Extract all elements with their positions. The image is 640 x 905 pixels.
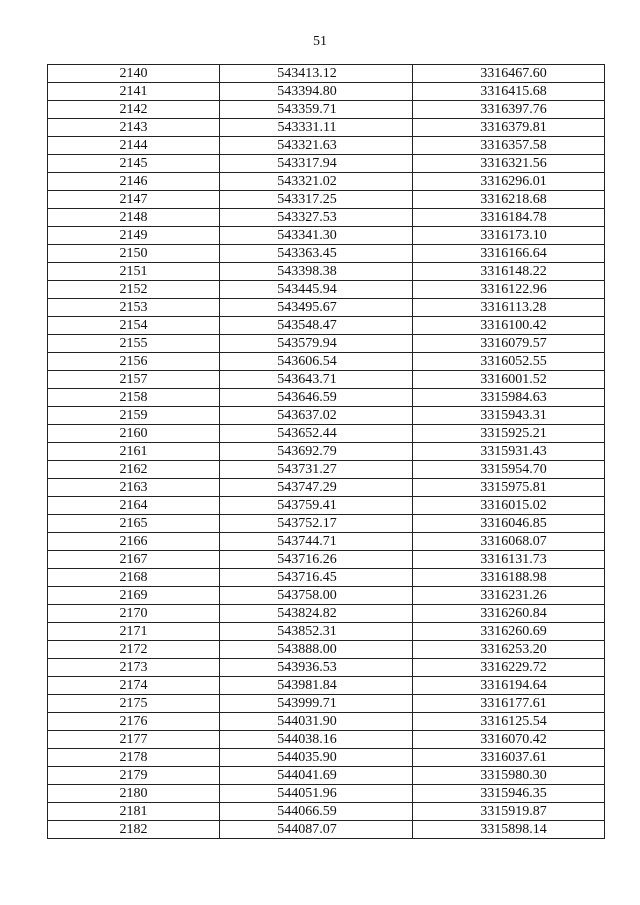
table-row bbox=[48, 227, 605, 245]
y-coordinate-cell: 3315975.81 bbox=[413, 479, 605, 497]
page-number: 51 bbox=[313, 34, 327, 49]
point-number-cell: 2172 bbox=[48, 641, 220, 659]
point-number-cell: 2170 bbox=[48, 605, 220, 623]
y-coordinate-cell: 3316046.85 bbox=[413, 515, 605, 533]
point-number-cell: 2160 bbox=[48, 425, 220, 443]
x-coordinate-cell: 543606.54 bbox=[220, 353, 413, 371]
x-coordinate-cell: 543495.67 bbox=[220, 299, 413, 317]
point-number-cell: 2176 bbox=[48, 713, 220, 731]
x-coordinate-cell: 544031.90 bbox=[220, 713, 413, 731]
x-coordinate-cell: 543731.27 bbox=[220, 461, 413, 479]
point-number-cell: 2158 bbox=[48, 389, 220, 407]
x-coordinate-cell: 543652.44 bbox=[220, 425, 413, 443]
point-number-cell: 2150 bbox=[48, 245, 220, 263]
table-row bbox=[48, 299, 605, 317]
point-number-cell: 2146 bbox=[48, 173, 220, 191]
table-row bbox=[48, 119, 605, 137]
table-row bbox=[48, 209, 605, 227]
x-coordinate-cell: 543981.84 bbox=[220, 677, 413, 695]
y-coordinate-cell: 3316260.69 bbox=[413, 623, 605, 641]
point-number-cell: 2175 bbox=[48, 695, 220, 713]
y-coordinate-cell: 3316177.61 bbox=[413, 695, 605, 713]
point-number-cell: 2152 bbox=[48, 281, 220, 299]
y-coordinate-cell: 3315931.43 bbox=[413, 443, 605, 461]
table-row bbox=[48, 281, 605, 299]
y-coordinate-cell: 3316131.73 bbox=[413, 551, 605, 569]
x-coordinate-cell: 543716.26 bbox=[220, 551, 413, 569]
table-row bbox=[48, 335, 605, 353]
table-row bbox=[48, 731, 605, 749]
point-number-cell: 2161 bbox=[48, 443, 220, 461]
table-row bbox=[48, 263, 605, 281]
point-number-cell: 2140 bbox=[48, 65, 220, 83]
y-coordinate-cell: 3316070.42 bbox=[413, 731, 605, 749]
x-coordinate-cell: 543321.02 bbox=[220, 173, 413, 191]
table-row bbox=[48, 533, 605, 551]
point-number-cell: 2157 bbox=[48, 371, 220, 389]
point-number-cell: 2153 bbox=[48, 299, 220, 317]
point-number-cell: 2167 bbox=[48, 551, 220, 569]
table-row bbox=[48, 659, 605, 677]
y-coordinate-cell: 3316467.60 bbox=[413, 65, 605, 83]
table-row bbox=[48, 569, 605, 587]
y-coordinate-cell: 3316357.58 bbox=[413, 137, 605, 155]
table-row bbox=[48, 821, 605, 839]
point-number-cell: 2173 bbox=[48, 659, 220, 677]
point-number-cell: 2145 bbox=[48, 155, 220, 173]
x-coordinate-cell: 543759.41 bbox=[220, 497, 413, 515]
table-row bbox=[48, 173, 605, 191]
y-coordinate-cell: 3316079.57 bbox=[413, 335, 605, 353]
x-coordinate-cell: 544066.59 bbox=[220, 803, 413, 821]
table-row bbox=[48, 515, 605, 533]
table-row bbox=[48, 623, 605, 641]
table-row bbox=[48, 461, 605, 479]
table-row bbox=[48, 587, 605, 605]
table-row bbox=[48, 479, 605, 497]
table-row bbox=[48, 497, 605, 515]
table-row bbox=[48, 605, 605, 623]
x-coordinate-cell: 543359.71 bbox=[220, 101, 413, 119]
point-number-cell: 2166 bbox=[48, 533, 220, 551]
y-coordinate-cell: 3315943.31 bbox=[413, 407, 605, 425]
y-coordinate-cell: 3316015.02 bbox=[413, 497, 605, 515]
table-row bbox=[48, 245, 605, 263]
y-coordinate-cell: 3316125.54 bbox=[413, 713, 605, 731]
x-coordinate-cell: 543852.31 bbox=[220, 623, 413, 641]
x-coordinate-cell: 544038.16 bbox=[220, 731, 413, 749]
table-row bbox=[48, 65, 605, 83]
point-number-cell: 2163 bbox=[48, 479, 220, 497]
x-coordinate-cell: 544041.69 bbox=[220, 767, 413, 785]
point-number-cell: 2164 bbox=[48, 497, 220, 515]
y-coordinate-cell: 3315984.63 bbox=[413, 389, 605, 407]
y-coordinate-cell: 3316379.81 bbox=[413, 119, 605, 137]
x-coordinate-cell: 544087.07 bbox=[220, 821, 413, 839]
y-coordinate-cell: 3316415.68 bbox=[413, 83, 605, 101]
table-row bbox=[48, 425, 605, 443]
point-number-cell: 2168 bbox=[48, 569, 220, 587]
x-coordinate-cell: 543999.71 bbox=[220, 695, 413, 713]
x-coordinate-cell: 544051.96 bbox=[220, 785, 413, 803]
table-row bbox=[48, 317, 605, 335]
y-coordinate-cell: 3316100.42 bbox=[413, 317, 605, 335]
y-coordinate-cell: 3316001.52 bbox=[413, 371, 605, 389]
point-number-cell: 2174 bbox=[48, 677, 220, 695]
point-number-cell: 2171 bbox=[48, 623, 220, 641]
y-coordinate-cell: 3316253.20 bbox=[413, 641, 605, 659]
point-number-cell: 2180 bbox=[48, 785, 220, 803]
point-number-cell: 2142 bbox=[48, 101, 220, 119]
y-coordinate-cell: 3316229.72 bbox=[413, 659, 605, 677]
x-coordinate-cell: 543747.29 bbox=[220, 479, 413, 497]
table-row bbox=[48, 155, 605, 173]
table-row bbox=[48, 353, 605, 371]
point-number-cell: 2147 bbox=[48, 191, 220, 209]
y-coordinate-cell: 3316231.26 bbox=[413, 587, 605, 605]
x-coordinate-cell: 543646.59 bbox=[220, 389, 413, 407]
point-number-cell: 2156 bbox=[48, 353, 220, 371]
x-coordinate-cell: 543758.00 bbox=[220, 587, 413, 605]
x-coordinate-cell: 543321.63 bbox=[220, 137, 413, 155]
table-row bbox=[48, 785, 605, 803]
x-coordinate-cell: 543936.53 bbox=[220, 659, 413, 677]
x-coordinate-cell: 543824.82 bbox=[220, 605, 413, 623]
y-coordinate-cell: 3316122.96 bbox=[413, 281, 605, 299]
y-coordinate-cell: 3316037.61 bbox=[413, 749, 605, 767]
x-coordinate-cell: 543445.94 bbox=[220, 281, 413, 299]
x-coordinate-cell: 543363.45 bbox=[220, 245, 413, 263]
x-coordinate-cell: 544035.90 bbox=[220, 749, 413, 767]
table-row bbox=[48, 803, 605, 821]
table-row bbox=[48, 749, 605, 767]
table-row bbox=[48, 407, 605, 425]
y-coordinate-cell: 3316321.56 bbox=[413, 155, 605, 173]
y-coordinate-cell: 3316194.64 bbox=[413, 677, 605, 695]
y-coordinate-cell: 3316068.07 bbox=[413, 533, 605, 551]
table-row bbox=[48, 191, 605, 209]
y-coordinate-cell: 3316260.84 bbox=[413, 605, 605, 623]
table-row bbox=[48, 767, 605, 785]
y-coordinate-cell: 3315946.35 bbox=[413, 785, 605, 803]
point-number-cell: 2179 bbox=[48, 767, 220, 785]
table-row bbox=[48, 371, 605, 389]
y-coordinate-cell: 3316397.76 bbox=[413, 101, 605, 119]
table-row bbox=[48, 677, 605, 695]
point-number-cell: 2141 bbox=[48, 83, 220, 101]
point-number-cell: 2159 bbox=[48, 407, 220, 425]
y-coordinate-cell: 3316052.55 bbox=[413, 353, 605, 371]
point-number-cell: 2178 bbox=[48, 749, 220, 767]
x-coordinate-cell: 543888.00 bbox=[220, 641, 413, 659]
x-coordinate-cell: 543692.79 bbox=[220, 443, 413, 461]
point-number-cell: 2177 bbox=[48, 731, 220, 749]
x-coordinate-cell: 543327.53 bbox=[220, 209, 413, 227]
table-row bbox=[48, 695, 605, 713]
table-row bbox=[48, 389, 605, 407]
point-number-cell: 2155 bbox=[48, 335, 220, 353]
x-coordinate-cell: 543341.30 bbox=[220, 227, 413, 245]
x-coordinate-cell: 543579.94 bbox=[220, 335, 413, 353]
coordinates-table-body bbox=[48, 65, 605, 839]
y-coordinate-cell: 3315919.87 bbox=[413, 803, 605, 821]
y-coordinate-cell: 3316148.22 bbox=[413, 263, 605, 281]
y-coordinate-cell: 3316188.98 bbox=[413, 569, 605, 587]
point-number-cell: 2162 bbox=[48, 461, 220, 479]
x-coordinate-cell: 543744.71 bbox=[220, 533, 413, 551]
point-number-cell: 2151 bbox=[48, 263, 220, 281]
point-number-cell: 2148 bbox=[48, 209, 220, 227]
point-number-cell: 2169 bbox=[48, 587, 220, 605]
x-coordinate-cell: 543394.80 bbox=[220, 83, 413, 101]
y-coordinate-cell: 3316113.28 bbox=[413, 299, 605, 317]
table-row bbox=[48, 101, 605, 119]
y-coordinate-cell: 3315954.70 bbox=[413, 461, 605, 479]
point-number-cell: 2143 bbox=[48, 119, 220, 137]
y-coordinate-cell: 3315925.21 bbox=[413, 425, 605, 443]
point-number-cell: 2182 bbox=[48, 821, 220, 839]
x-coordinate-cell: 543643.71 bbox=[220, 371, 413, 389]
x-coordinate-cell: 543716.45 bbox=[220, 569, 413, 587]
y-coordinate-cell: 3316296.01 bbox=[413, 173, 605, 191]
point-number-cell: 2144 bbox=[48, 137, 220, 155]
table-row bbox=[48, 551, 605, 569]
table-row bbox=[48, 713, 605, 731]
point-number-cell: 2149 bbox=[48, 227, 220, 245]
y-coordinate-cell: 3315980.30 bbox=[413, 767, 605, 785]
y-coordinate-cell: 3315898.14 bbox=[413, 821, 605, 839]
x-coordinate-cell: 543637.02 bbox=[220, 407, 413, 425]
x-coordinate-cell: 543317.25 bbox=[220, 191, 413, 209]
point-number-cell: 2181 bbox=[48, 803, 220, 821]
y-coordinate-cell: 3316218.68 bbox=[413, 191, 605, 209]
x-coordinate-cell: 543548.47 bbox=[220, 317, 413, 335]
x-coordinate-cell: 543752.17 bbox=[220, 515, 413, 533]
y-coordinate-cell: 3316184.78 bbox=[413, 209, 605, 227]
x-coordinate-cell: 543331.11 bbox=[220, 119, 413, 137]
y-coordinate-cell: 3316166.64 bbox=[413, 245, 605, 263]
coordinates-table bbox=[47, 64, 605, 839]
point-number-cell: 2154 bbox=[48, 317, 220, 335]
y-coordinate-cell: 3316173.10 bbox=[413, 227, 605, 245]
table-row bbox=[48, 137, 605, 155]
point-number-cell: 2165 bbox=[48, 515, 220, 533]
table-row bbox=[48, 443, 605, 461]
table-row bbox=[48, 641, 605, 659]
x-coordinate-cell: 543398.38 bbox=[220, 263, 413, 281]
table-row bbox=[48, 83, 605, 101]
x-coordinate-cell: 543317.94 bbox=[220, 155, 413, 173]
x-coordinate-cell: 543413.12 bbox=[220, 65, 413, 83]
